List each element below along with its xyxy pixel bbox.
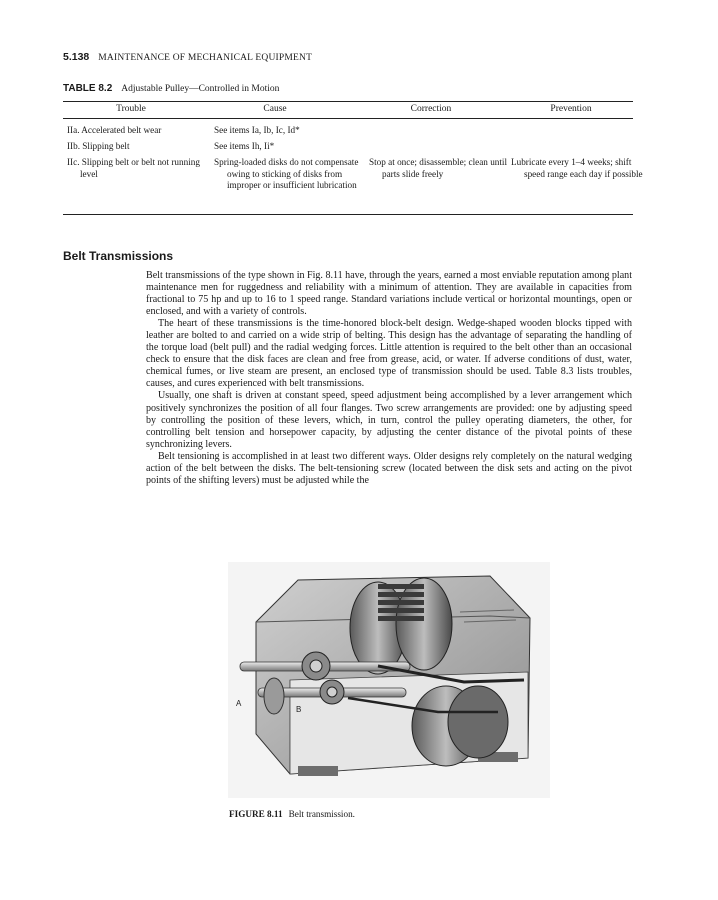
paragraph: Usually, one shaft is driven at constant speed, speed adjustment being accomplished by a lever arrangement which positively synchronizes the position of all four flanges. Two screw arrangements are provided: one by adjusting speed by controlling the position of these levers, which, in turn, control the pulley operating diameters, the other, for controlling belt tension and horsepower capacity, by adjusting the center distance of the pivotal points of these synchronizing levers. — [146, 390, 632, 450]
running-header — [63, 51, 663, 65]
table-bottom-rule — [63, 214, 633, 215]
table-cell-correction: Stop at once; disassemble; clean until parts slide freely — [369, 157, 508, 179]
callout-b: B — [296, 705, 302, 714]
table-cell-cause: See items Ia, Ib, Ic, Id* — [214, 125, 300, 135]
table-title: Adjustable Pulley—Controlled in Motion — [121, 84, 280, 94]
table-cell-prevention: Lubricate every 1–4 weeks; shift speed range each day if possible — [511, 157, 643, 179]
figure-label: FIGURE 8.11 — [229, 809, 283, 819]
table-header-rule — [63, 118, 633, 119]
section-heading: Belt Transmissions — [63, 249, 174, 263]
table-label: TABLE 8.2 — [63, 83, 113, 94]
page-number: 5.138 — [63, 51, 90, 63]
table-top-rule — [63, 101, 633, 102]
table-cell-trouble: IIc. Slipping belt or belt not running level — [67, 157, 200, 179]
table-cell-trouble: IIa. Accelerated belt wear — [67, 125, 162, 135]
table-cell-trouble: IIb. Slipping belt — [67, 141, 130, 151]
table-cell-cause: Spring-loaded disks do not compensate owing to sticking of disks from improper or insufficient lubrication — [214, 157, 359, 191]
body-text — [146, 270, 632, 487]
figure-caption-text: Belt transmission. — [288, 809, 355, 819]
paragraph: Belt transmissions of the type shown in Fig. 8.11 have, through the years, earned a most enviable reputation among plant maintenance men for ruggedness and reliability with a minimum of attention. They are available in capacities from fractional to 75 hp and up to 16 to 1 speed range. Standard variations include vertical or horizontal mountings, open or enclosed, and with a variety of controls. — [146, 270, 632, 318]
column-header-trouble: Trouble — [116, 104, 146, 114]
paragraph: The heart of these transmissions is the time-honored block-belt design. Wedge-shaped wooden blocks tipped with leather are bolted to and carried on a wide strip of belting. This design has the advantage of separating the handling of the torque load (belt pull) and the radial wedging forces. Little attention is required to the belt other than an occasional check to ensure that the disk faces are clean and free from grease, acid, or water. If adverse conditions of dust, water, chemical fumes, or live steam are present, an enclosed type of transmission should be used. Table 8.3 lists troubles, causes, and cures experienced with belt transmissions. — [146, 318, 632, 390]
belt-transmission-illustration — [228, 562, 550, 798]
figure-image — [228, 562, 550, 798]
callout-a: A — [236, 699, 242, 708]
table-caption — [63, 83, 663, 97]
table-cell-cause: See items Ih, Ii* — [214, 141, 275, 151]
column-header-prevention: Prevention — [550, 104, 592, 114]
figure-caption — [229, 809, 355, 819]
column-header-correction: Correction — [410, 104, 452, 114]
running-title: MAINTENANCE OF MECHANICAL EQUIPMENT — [98, 53, 313, 63]
column-header-cause: Cause — [263, 104, 287, 114]
paragraph: Belt tensioning is accomplished in at least two different ways. Older designs rely completely on the natural wedging action of the belt between the disks. The belt-tensioning screw (located between the disk sets and acting on the pivot points of the shifting levers) must be adjusted while the — [146, 450, 632, 486]
